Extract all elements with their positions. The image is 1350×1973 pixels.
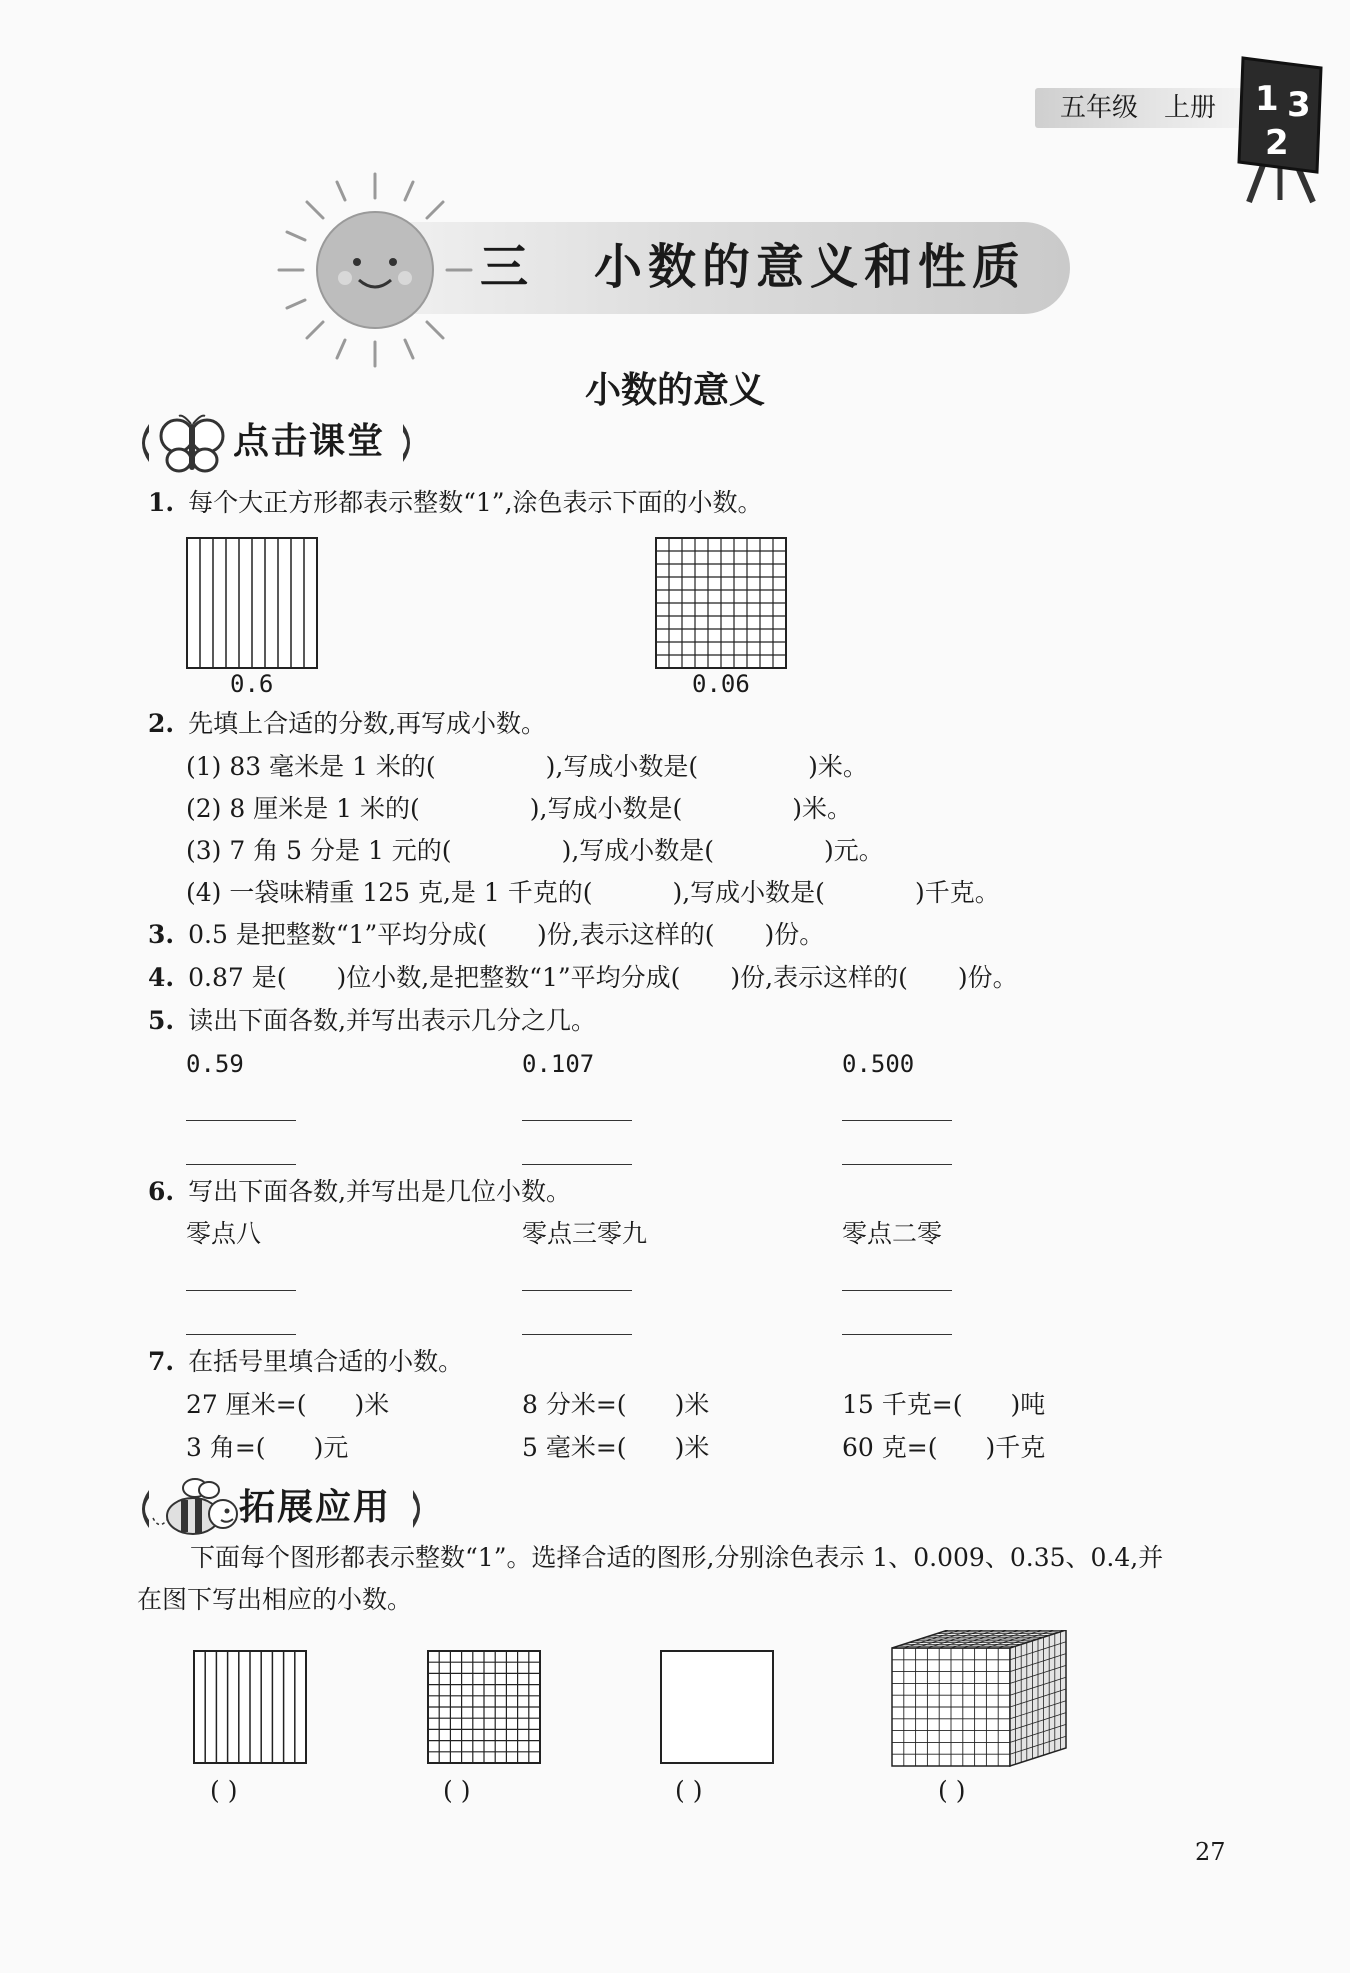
- answer-line[interactable]: [186, 1164, 296, 1165]
- conversion-text: )米: [354, 1390, 390, 1419]
- answer-line[interactable]: [186, 1334, 296, 1335]
- question-text: )位小数,是把整数“1”平均分成(: [336, 963, 681, 992]
- q2-text: ),写成小数是(: [561, 836, 715, 865]
- conversion-text: )千克: [985, 1433, 1046, 1462]
- grade-volume-label: [1060, 88, 1242, 128]
- conversion-text: )元: [313, 1433, 349, 1462]
- chapter-name: 小数的意义和性质: [594, 239, 1027, 295]
- q2-text: (3) 7 角 5 分是 1 元的(: [186, 836, 452, 865]
- answer-parentheses[interactable]: ( ): [675, 1776, 703, 1805]
- question-7: [148, 1344, 463, 1380]
- grade-label: 五年级: [1060, 93, 1139, 123]
- answer-line[interactable]: [842, 1164, 952, 1165]
- answer-line[interactable]: [186, 1120, 296, 1121]
- conversion-item: [186, 1387, 389, 1423]
- answer-parentheses[interactable]: ( ): [938, 1776, 966, 1805]
- q2-text: )千克。: [914, 878, 1000, 907]
- module-heading-label: 拓展应用: [239, 1487, 392, 1528]
- q2-text: )米。: [792, 794, 852, 823]
- page-number: 27: [1195, 1838, 1226, 1866]
- question-text: 每个大正方形都表示整数“1”,涂色表示下面的小数。: [188, 488, 763, 517]
- answer-line[interactable]: [186, 1290, 296, 1291]
- module-heading-classroom: [135, 412, 435, 472]
- conversion-text: )米: [674, 1390, 710, 1419]
- number-words: 零点八: [186, 1219, 262, 1248]
- chapter-title: [480, 232, 1026, 302]
- q2-text: (4) 一袋味精重 125 克,是 1 千克的(: [186, 878, 593, 907]
- question-text: 0.5 是把整数“1”平均分成(: [188, 920, 488, 949]
- conversion-item: [522, 1387, 709, 1423]
- q2-item-4: [186, 875, 1000, 911]
- bracket-left-icon: [135, 424, 149, 462]
- answer-line[interactable]: [842, 1290, 952, 1291]
- conversion-text: 5 毫米=(: [522, 1433, 627, 1462]
- number-to-read: 0.500: [842, 1050, 915, 1078]
- question-text: 读出下面各数,并写出表示几分之几。: [188, 1006, 597, 1035]
- conversion-text: )吨: [1010, 1390, 1046, 1419]
- thousand-cube[interactable]: [890, 1630, 1070, 1770]
- question-2: [148, 706, 546, 742]
- question-text: 0.87 是(: [188, 963, 287, 992]
- question-number: 3.: [148, 920, 175, 949]
- question-text: )份,表示这样的(: [730, 963, 908, 992]
- number-to-read: 0.107: [522, 1050, 595, 1078]
- conversion-text: )米: [674, 1433, 710, 1462]
- q2-item-2: [186, 791, 852, 827]
- whole-square[interactable]: [660, 1650, 774, 1764]
- answer-line[interactable]: [522, 1120, 632, 1121]
- extension-instruction-line-2: 在图下写出相应的小数。: [137, 1585, 413, 1614]
- number-words: 零点二零: [842, 1219, 943, 1248]
- q2-text: (1) 83 毫米是 1 米的(: [186, 752, 436, 781]
- answer-line[interactable]: [842, 1120, 952, 1121]
- answer-line[interactable]: [522, 1164, 632, 1165]
- board-digit-1: 1: [1255, 79, 1279, 119]
- conversion-text: 3 角=(: [186, 1433, 266, 1462]
- q2-text: ),写成小数是(: [545, 752, 699, 781]
- question-text: )份。: [957, 963, 1018, 992]
- conversion-item: [842, 1387, 1045, 1423]
- question-number: 6.: [148, 1177, 175, 1206]
- number-to-read: 0.59: [186, 1050, 244, 1078]
- question-text: 先填上合适的分数,再写成小数。: [188, 709, 547, 738]
- figure-caption: 0.06: [692, 670, 750, 698]
- question-3: [148, 917, 824, 953]
- chapter-number: 三: [480, 239, 535, 295]
- module-heading-label: 点击课堂: [233, 421, 386, 462]
- bee-icon: [151, 1478, 243, 1540]
- q2-text: (2) 8 厘米是 1 米的(: [186, 794, 420, 823]
- answer-parentheses[interactable]: ( ): [443, 1776, 471, 1805]
- conversion-text: 8 分米=(: [522, 1390, 627, 1419]
- conversion-text: 60 克=(: [842, 1433, 938, 1462]
- question-5: [148, 1003, 596, 1039]
- q2-item-1: [186, 749, 868, 785]
- bracket-right-icon: [403, 424, 417, 462]
- smiling-sun-icon: [275, 170, 475, 370]
- question-number: 4.: [148, 963, 175, 992]
- hundred-grid-square[interactable]: [427, 1650, 541, 1764]
- module-heading-extension: [135, 1478, 465, 1538]
- answer-parentheses[interactable]: ( ): [210, 1776, 238, 1805]
- conversion-item: [842, 1430, 1045, 1466]
- question-6: [148, 1174, 571, 1210]
- q2-text: )元。: [824, 836, 884, 865]
- conversion-item: [522, 1430, 709, 1466]
- bracket-left-icon: [135, 1490, 149, 1528]
- question-text: 在括号里填合适的小数。: [188, 1347, 464, 1376]
- conversion-text: 27 厘米=(: [186, 1390, 307, 1419]
- q2-text: )米。: [808, 752, 868, 781]
- answer-line[interactable]: [842, 1334, 952, 1335]
- chalkboard-icon: [1235, 50, 1325, 205]
- question-text: )份,表示这样的(: [537, 920, 715, 949]
- bracket-right-icon: [413, 1490, 427, 1528]
- number-words: 零点三零九: [522, 1219, 648, 1248]
- question-4: [148, 960, 1018, 996]
- question-1: [148, 485, 763, 521]
- question-number: 5.: [148, 1006, 175, 1035]
- board-digit-3: 2: [1265, 123, 1289, 163]
- conversion-text: 15 千克=(: [842, 1390, 963, 1419]
- hundred-grid-square[interactable]: [655, 537, 787, 669]
- answer-line[interactable]: [522, 1290, 632, 1291]
- volume-label: 上册: [1164, 93, 1217, 123]
- q2-text: ),写成小数是(: [672, 878, 825, 907]
- question-text: )份。: [764, 920, 825, 949]
- ten-strip-square[interactable]: [193, 1650, 307, 1764]
- ten-strip-square[interactable]: [186, 537, 318, 669]
- q2-item-3: [186, 833, 884, 869]
- question-number: 2.: [148, 709, 175, 738]
- question-number: 7.: [148, 1347, 175, 1376]
- answer-line[interactable]: [522, 1334, 632, 1335]
- question-number: 1.: [148, 488, 175, 517]
- conversion-item: [186, 1430, 348, 1466]
- figure-caption: 0.6: [230, 670, 274, 698]
- q2-text: ),写成小数是(: [529, 794, 683, 823]
- butterfly-icon: [157, 414, 227, 476]
- section-title: 小数的意义: [584, 370, 765, 411]
- board-digit-2: 3: [1287, 85, 1311, 125]
- extension-instruction-line-1: 下面每个图形都表示整数“1”。选择合适的图形,分别涂色表示 1、0.009、0.35、0.4,并: [190, 1543, 1164, 1572]
- question-text: 写出下面各数,并写出是几位小数。: [188, 1177, 572, 1206]
